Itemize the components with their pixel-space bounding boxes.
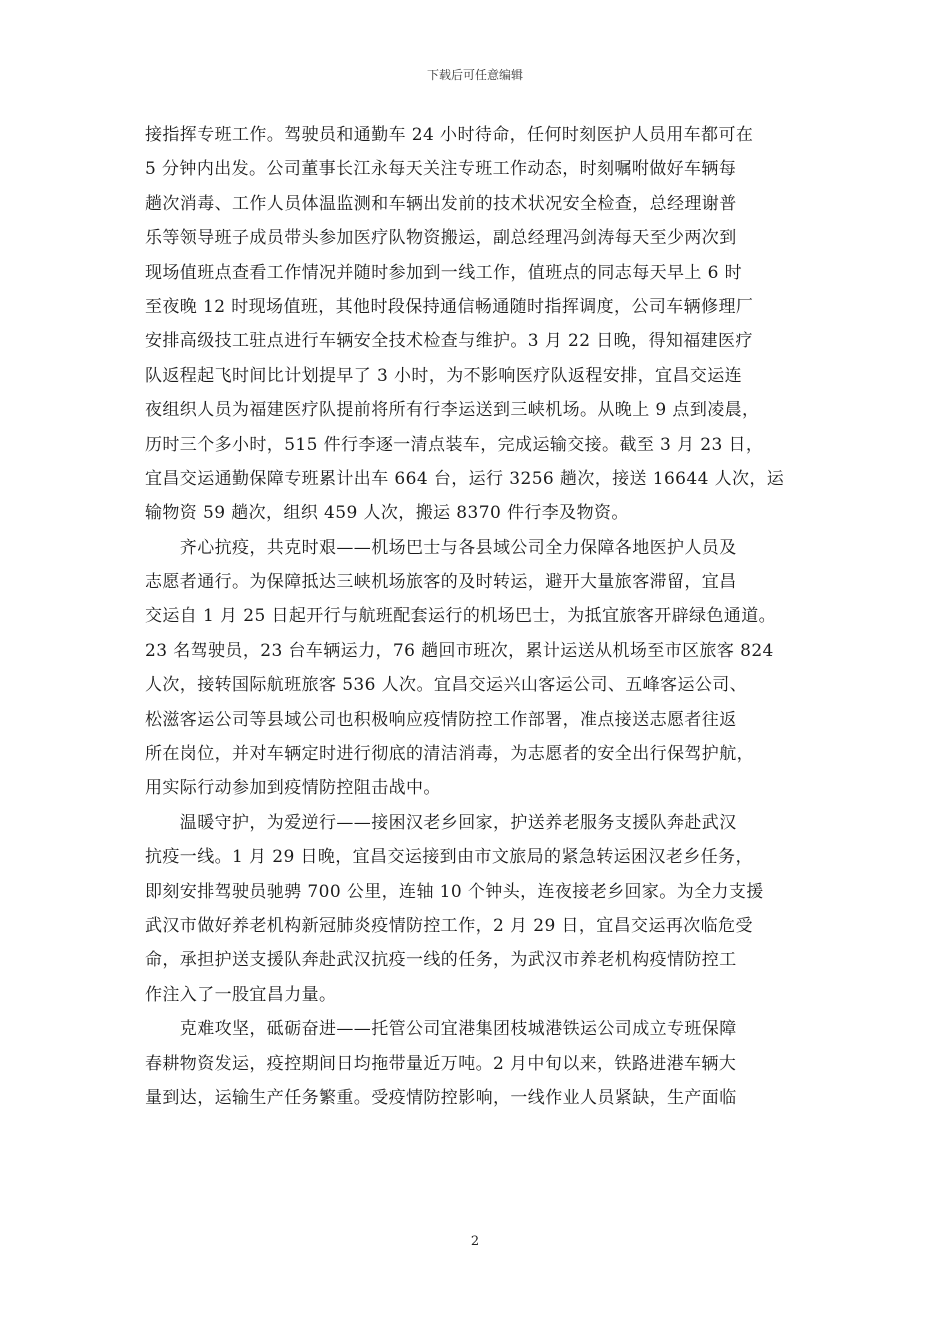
text-line: 安排高级技工驻点进行车辆安全技术检查与维护。3 月 22 日晚，得知福建医疗 — [145, 331, 753, 352]
body-text — [145, 118, 810, 1115]
page-number: 2 — [470, 1234, 480, 1249]
text-line: 历时三个多小时，515 件行李逐一清点装车，完成运输交接。截至 3 月 23 日， — [145, 434, 764, 455]
text-line: 温暖守护，为爱逆行——接困汉老乡回家，护送养老服务支援队奔赴武汉 — [145, 812, 737, 833]
page-header: 下载后可任意编辑 — [426, 68, 523, 82]
text-line: 输物资 59 趟次，组织 459 人次，搬运 8370 件行李及物资。 — [145, 503, 629, 524]
text-line: 23 名驾驶员，23 台车辆运力，76 趟回市班次，累计运送从机场至市区旅客 824 — [145, 640, 774, 661]
text-line: 志愿者通行。为保障抵达三峡机场旅客的及时转运，避开大量旅客滞留，宜昌 — [145, 572, 737, 593]
text-line: 抗疫一线。1 月 29 日晚，宜昌交运接到由市文旅局的紧急转运困汉老乡任务， — [145, 847, 753, 868]
text-line: 至夜晚 12 时现场值班，其他时段保持通信畅通随时指挥调度，公司车辆修理厂 — [145, 296, 754, 317]
text-line: 用实际行动参加到疫情防控阻击战中。 — [145, 778, 441, 799]
text-line: 乐等领导班子成员带头参加医疗队物资搬运，副总经理冯剑涛每天至少两次到 — [145, 228, 737, 249]
text-line: 5 分钟内出发。公司董事长江永每天关注专班工作动态，时刻嘱咐做好车辆每 — [145, 159, 737, 180]
text-line: 所在岗位，并对车辆定时进行彻底的清洁消毒，为志愿者的安全出行保驾护航， — [145, 744, 754, 765]
text-line: 趟次消毒、工作人员体温监测和车辆出发前的技术状况安全检查，总经理谢普 — [145, 193, 737, 214]
text-line: 作注入了一股宜昌力量。 — [145, 984, 337, 1005]
text-line: 现场值班点查看工作情况并随时参加到一线工作，值班点的同志每天早上 6 时 — [145, 262, 743, 283]
text-line: 即刻安排驾驶员驰骋 700 公里，连轴 10 个钟头，连夜接老乡回家。为全力支援 — [145, 881, 764, 902]
text-line: 宜昌交运通勤保障专班累计出车 664 台，运行 3256 趟次，接送 16644 人次，运 — [145, 468, 785, 489]
text-line: 夜组织人员为福建医疗队提前将所有行李运送到三峡机场。从晚上 9 点到凌晨， — [145, 400, 760, 421]
text-line: 人次，接转国际航班旅客 536 人次。宜昌交运兴山客运公司、五峰客运公司、 — [145, 675, 748, 696]
text-line: 接指挥专班工作。驾驶员和通勤车 24 小时待命，任何时刻医护人员用车都可在 — [145, 125, 754, 145]
text-line: 克难攻坚，砥砺奋进——托管公司宜港集团枝城港铁运公司成立专班保障 — [145, 1019, 737, 1040]
text-line: 齐心抗疫，共克时艰——机场巴士与各县域公司全力保障各地医护人员及 — [145, 537, 737, 558]
text-line: 松滋客运公司等县域公司也积极响应疫情防控工作部署，准点接送志愿者往返 — [145, 709, 737, 730]
text-line: 命，承担护送支援队奔赴武汉抗疫一线的任务，为武汉市养老机构疫情防控工 — [145, 950, 737, 971]
text-line: 春耕物资发运，疫控期间日均拖带量近万吨。2 月中旬以来，铁路进港车辆大 — [145, 1053, 737, 1074]
text-line: 队返程起飞时间比计划提早了 3 小时，为不影响医疗队返程安排，宜昌交运连 — [145, 365, 743, 386]
text-line: 交运自 1 月 25 日起开行与航班配套运行的机场巴士，为抵宜旅客开辟绿色通道。 — [145, 606, 777, 627]
text-line: 量到达，运输生产任务繁重。受疫情防控影响，一线作业人员紧缺，生产面临 — [145, 1087, 737, 1108]
text-line: 武汉市做好养老机构新冠肺炎疫情防控工作，2 月 29 日，宜昌交运再次临危受 — [145, 915, 753, 936]
